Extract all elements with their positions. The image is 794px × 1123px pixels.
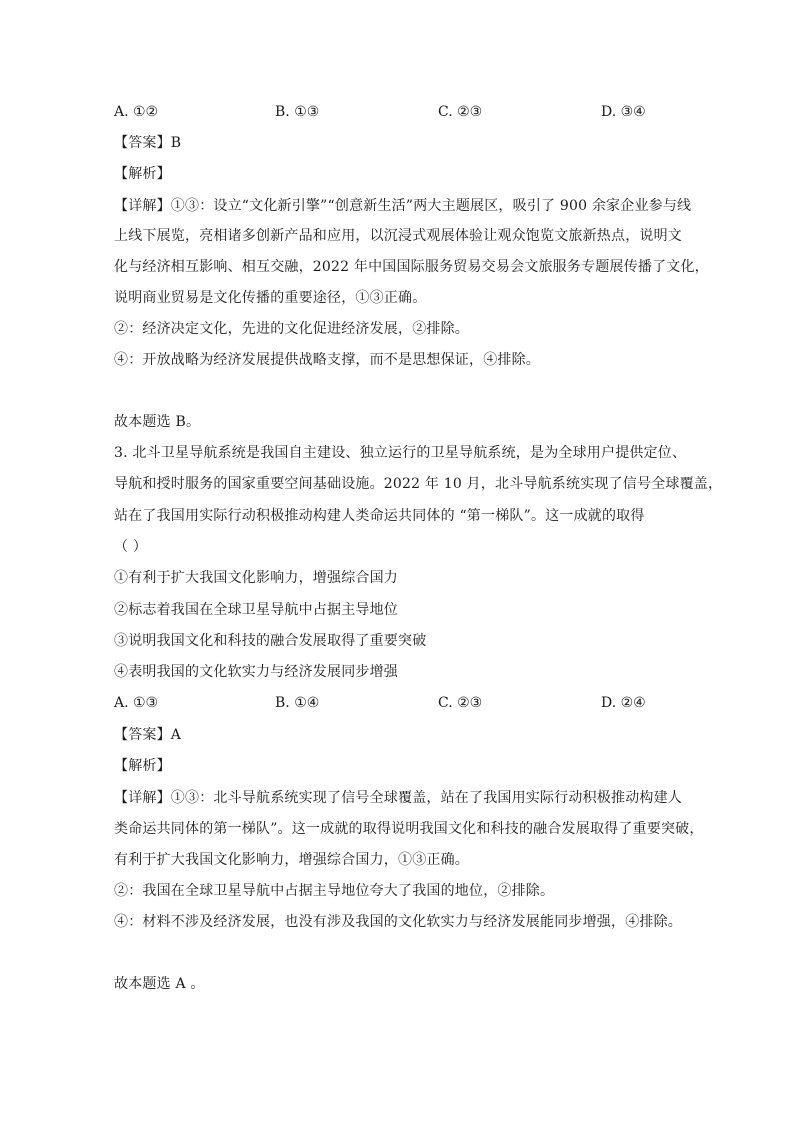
q3-analysis-label: 【解析】 [114,758,171,774]
q3-detail-line: 类命运共同体的第一梯队”。这一成就的取得说明我国文化和科技的融合发展取得了重要突破， [114,821,704,837]
q2-analysis-label: 【解析】 [114,166,171,182]
q3-detail-line: 【详解】①③：北斗导航系统实现了信号全球覆盖，站在了我国用实际行动积极推动构建人 [114,790,682,806]
q3-statement-1: ①有利于扩大我国文化影响力，增强综合国力 [114,570,398,586]
q3-stem-line: 导航和授时服务的国家重要空间基础设施。2022 年 10 月，北斗导航系统实现了信号全球覆盖， [114,476,723,492]
q3-detail-line: 有利于扩大我国文化影响力，增强综合国力，①③正确。 [114,852,469,868]
q2-detail-line: 上线下展览，亮相诸多创新产品和应用，以沉浸式观展体验让观众饱览文旅新热点，说明文 [114,228,682,244]
q3-answer-blank: （ ） [114,539,148,555]
q3-option-c: C. ②③ [438,695,483,711]
q2-conclusion: 故本题选 B。 [114,414,201,430]
q2-option-b: B. ①③ [275,104,320,120]
q2-detail-line: 说明商业贸易是文化传播的重要途径，①③正确。 [114,290,427,306]
q3-answer: 【答案】A [114,727,182,743]
q2-option-d: D. ③④ [601,104,646,120]
q3-option-a: A. ①③ [114,695,159,711]
q3-statement-3: ③说明我国文化和科技的融合发展取得了重要突破 [114,633,427,649]
q3-option-b: B. ①④ [275,695,320,711]
q3-option-d: D. ②④ [601,695,646,711]
q2-detail-line: ④：开放战略为经济发展提供战略支撑，而不是思想保证，④排除。 [114,352,540,368]
q3-detail-line: ④：材料不涉及经济发展，也没有涉及我国的文化软实力与经济发展能同步增强，④排除。 [114,914,682,930]
q2-detail-line: 化与经济相互影响、相互交融，2022 年中国国际服务贸易交易会文旅服务专题展传播了文化， [114,259,709,275]
q3-options [114,693,684,713]
q2-option-a: A. ①② [114,104,159,120]
q3-detail-line: ②：我国在全球卫星导航中占据主导地位夸大了我国的地位，②排除。 [114,883,555,899]
q2-detail-line: ②：经济决定文化，先进的文化促进经济发展，②排除。 [114,321,469,337]
q2-answer: 【答案】B [114,135,182,151]
q3-statement-2: ②标志着我国在全球卫星导航中占据主导地位 [114,602,398,618]
q3-conclusion: 故本题选 A 。 [114,976,205,992]
q3-statement-4: ④表明我国的文化软实力与经济发展同步增强 [114,664,398,680]
q3-stem-line: 3. 北斗卫星导航系统是我国自主建设、独立运行的卫星导航系统，是为全球用户提供定位、 [114,445,687,461]
q3-stem-line: 站在了我国用实际行动积极推动构建人类命运共同体的 “第一梯队”。这一成就的取得 [114,508,645,524]
q2-detail-line: 【详解】①③：设立“文化新引擎”“创意新生活”两大主题展区，吸引了 900 余家企业参与线 [114,198,692,214]
q2-options [114,102,684,122]
q2-option-c: C. ②③ [438,104,483,120]
